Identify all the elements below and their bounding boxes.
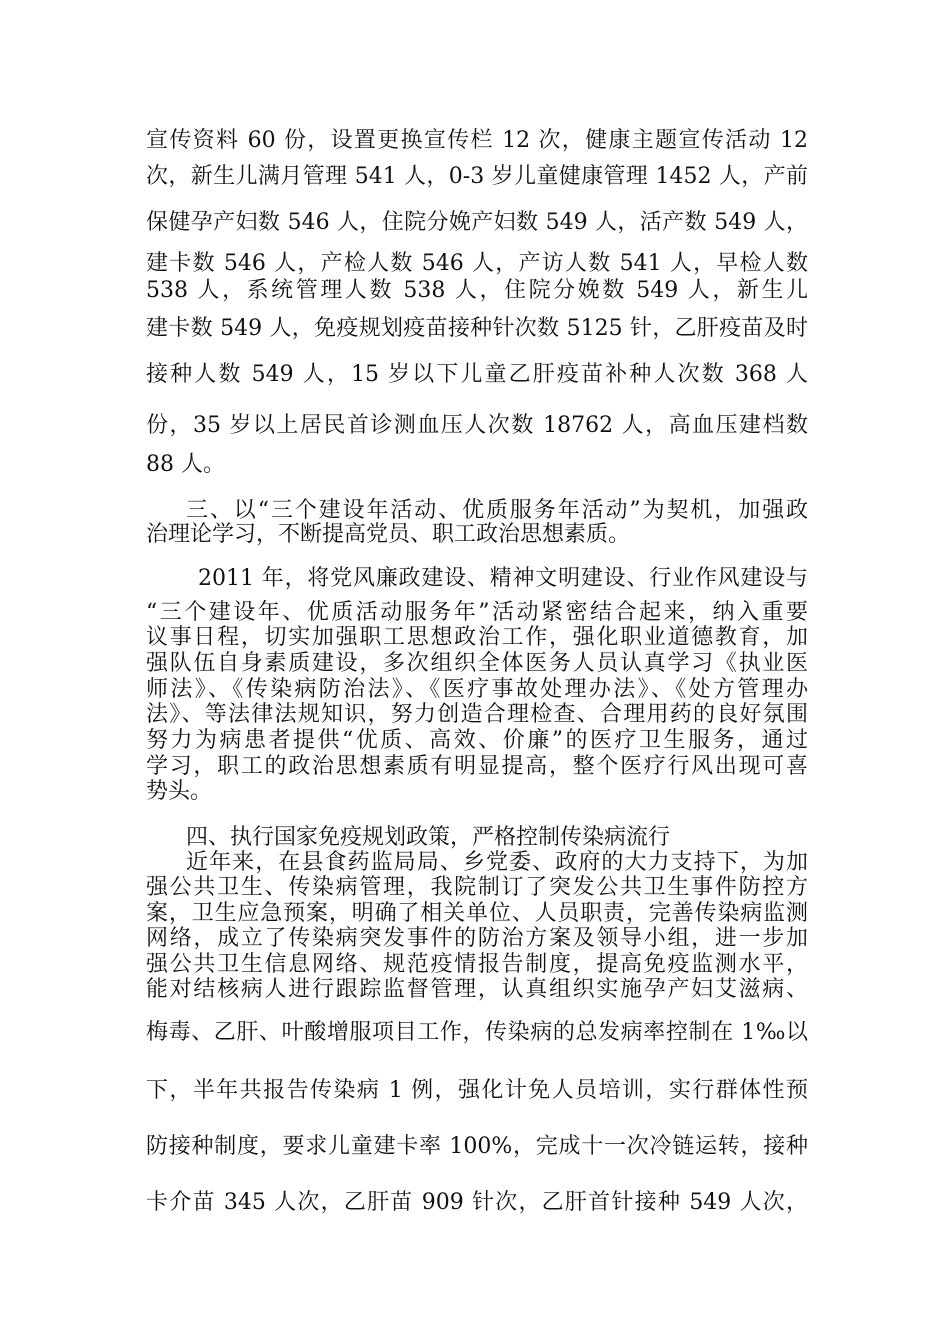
text-line: 宣传资料 60 份，设置更换宣传栏 12 次，健康主题宣传活动 12 — [146, 128, 808, 153]
text-line: 防接种制度，要求儿童建卡率 100%，完成十一次冷链运转，接种 — [146, 1134, 808, 1159]
section-heading: 四、执行国家免疫规划政策，严格控制传染病流行 — [186, 825, 671, 850]
text-line: 538 人，系统管理人数 538 人，住院分娩数 549 人，新生儿 — [146, 278, 808, 303]
text-line: 强公共卫生、传染病管理，我院制订了突发公共卫生事件防控方 — [146, 875, 808, 900]
text-line: 议事日程，切实加强职工思想政治工作，强化职业道德教育，加 — [146, 625, 808, 650]
section-heading: 治理论学习，不断提高党员、职工政治思想素质。 — [146, 522, 631, 547]
text-line: 卡介苗 345 人次，乙肝苗 909 针次，乙肝首针接种 549 人次， — [146, 1190, 808, 1215]
text-line: 2011 年，将党风廉政建设、精神文明建设、行业作风建设与 — [198, 566, 808, 591]
section-heading: 三、以“三个建设年活动、优质服务年活动”为契机，加强政 — [186, 498, 808, 523]
text-line: 份，35 岁以上居民首诊测血压人次数 18762 人，高血压建档数 — [146, 413, 808, 438]
text-line: 梅毒、乙肝、叶酸增服项目工作，传染病的总发病率控制在 1‰以 — [146, 1020, 808, 1045]
text-line: 保健孕产妇数 546 人，住院分娩产妇数 549 人，活产数 549 人， — [146, 210, 808, 235]
text-line: 师法》、《传染病防治法》、《医疗事故处理办法》、《处方管理办 — [146, 677, 808, 702]
text-line: 法》、等法律法规知识，努力创造合理检查、合理用药的良好氛围 — [146, 702, 808, 727]
text-line: 努力为病患者提供“优质、高效、价廉”的医疗卫生服务，通过 — [146, 728, 808, 753]
text-line: 88 人。 — [146, 452, 225, 477]
text-line: 网络，成立了传染病突发事件的防治方案及领导小组，进一步加 — [146, 926, 808, 951]
text-line: 建卡数 546 人，产检人数 546 人，产访人数 541 人，早检人数 — [146, 251, 808, 276]
text-line: 接种人数 549 人，15 岁以下儿童乙肝疫苗补种人次数 368 人 — [146, 362, 808, 387]
text-line: 势头。 — [146, 779, 213, 804]
text-line: 能对结核病人进行跟踪监督管理，认真组织实施孕产妇艾滋病、 — [146, 977, 808, 1002]
text-line: 建卡数 549 人，免疫规划疫苗接种针次数 5125 针，乙肝疫苗及时 — [146, 316, 808, 341]
text-line: 近年来，在县食药监局局、乡党委、政府的大力支持下，为加 — [186, 850, 808, 875]
text-line: 案，卫生应急预案，明确了相关单位、人员职责，完善传染病监测 — [146, 901, 808, 926]
text-line: 强队伍自身素质建设，多次组织全体医务人员认真学习《执业医 — [146, 651, 808, 676]
text-line: 下，半年共报告传染病 1 例，强化计免人员培训，实行群体性预 — [146, 1078, 808, 1103]
text-line: 次，新生儿满月管理 541 人，0-3 岁儿童健康管理 1452 人，产前 — [146, 164, 808, 189]
text-line: 学习，职工的政治思想素质有明显提高，整个医疗行风出现可喜 — [146, 754, 808, 779]
text-line: 强公共卫生信息网络、规范疫情报告制度，提高免疫监测水平， — [146, 952, 808, 977]
text-line: “三个建设年、优质活动服务年”活动紧密结合起来，纳入重要 — [146, 600, 808, 625]
